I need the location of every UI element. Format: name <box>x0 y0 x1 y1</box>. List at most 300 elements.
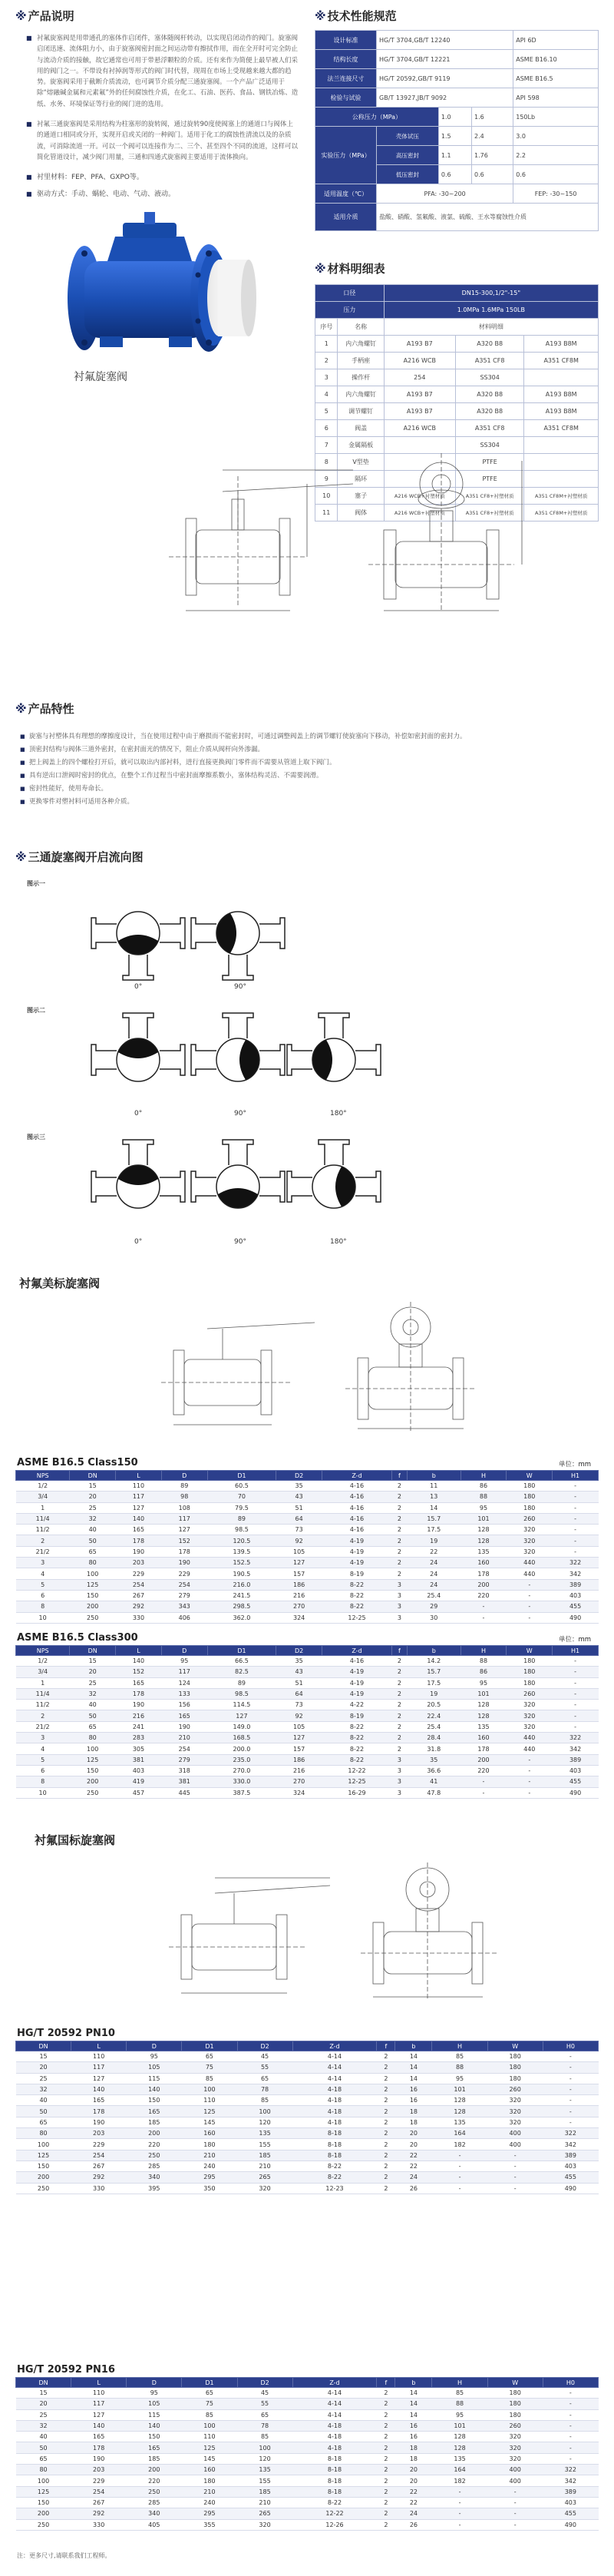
table-cell: 110 <box>116 1481 162 1492</box>
table-cell: 150 <box>16 2160 71 2171</box>
table-cell: 395 <box>127 2183 182 2194</box>
material-spec: A351 CF8M+衬塑材质 <box>524 505 599 521</box>
pn10-title: HG/T 20592 PN10 <box>17 2028 115 2039</box>
table-cell: 210 <box>182 2150 237 2160</box>
table-cell: 270 <box>276 1776 322 1787</box>
table-cell: 2 <box>391 1710 407 1721</box>
table-cell: 8-22 <box>322 1579 392 1590</box>
column-header: D2 <box>237 2378 292 2388</box>
material-spec: A351 CF8M+衬塑材质 <box>524 488 599 505</box>
table-cell: 2 <box>377 2062 395 2073</box>
table-cell: - <box>432 2497 487 2508</box>
table-cell: 3 <box>391 1765 407 1776</box>
table-cell: - <box>507 1765 553 1776</box>
property-item: ■ 把上阀盖上的四个螺栓打开后，就可以取出内部衬料，进行直接更换阀门零件而不需要从管道上取下阀门。 <box>29 757 599 770</box>
table-cell: 8-18 <box>292 2128 377 2139</box>
table-cell: 133 <box>161 1688 207 1699</box>
table-cell: - <box>553 1502 599 1513</box>
table-cell: - <box>543 2095 598 2106</box>
column-header: H <box>460 1646 507 1656</box>
table-cell: 2 <box>391 1667 407 1677</box>
table-cell: 108 <box>161 1502 207 1513</box>
table-cell: 250 <box>70 1612 116 1623</box>
class150-table <box>15 1470 599 1624</box>
table-cell: - <box>432 2486 487 2497</box>
material-no: 5 <box>315 403 338 420</box>
table-cell: 241.5 <box>207 1590 276 1601</box>
table-cell: 40 <box>16 2432 71 2442</box>
table-cell: 125 <box>70 1754 116 1765</box>
spec-value: 盐酸、硝酸、氢氟酸、液氯、硫酸、王水等腐蚀性介质 <box>377 204 599 231</box>
materials-row <box>315 403 599 420</box>
column-header: NPS <box>16 1646 70 1656</box>
table-cell: 250 <box>70 1787 116 1798</box>
materials-header: 压力 <box>315 302 385 319</box>
table-cell: 2 <box>391 1677 407 1688</box>
table-cell: 270 <box>276 1601 322 1612</box>
table-cell: 18 <box>395 2117 432 2127</box>
table-cell: 12-25 <box>322 1776 392 1787</box>
material-name: V型垫 <box>338 454 384 471</box>
table-cell: 125 <box>182 2106 237 2117</box>
table-cell: - <box>460 1612 507 1623</box>
table-cell: 419 <box>116 1776 162 1787</box>
table-cell: 295 <box>182 2508 237 2519</box>
table-cell: 400 <box>487 2128 543 2139</box>
table-cell: 220 <box>460 1765 507 1776</box>
table-cell: - <box>507 1776 553 1787</box>
table-cell: 55 <box>237 2399 292 2409</box>
table-cell: 86 <box>460 1667 507 1677</box>
column-header: b <box>407 1471 460 1481</box>
table-cell: 190 <box>71 2453 127 2464</box>
table-cell: 405 <box>127 2519 182 2530</box>
table-cell: 3 <box>391 1612 407 1623</box>
table-cell: 65 <box>182 2051 237 2062</box>
table-cell: 322 <box>543 2128 598 2139</box>
table-cell: 105 <box>127 2062 182 2073</box>
table-cell: 6 <box>16 1765 70 1776</box>
materials-row <box>315 420 599 437</box>
column-header: D <box>127 2041 182 2051</box>
table-cell: 190.5 <box>207 1568 276 1579</box>
table-cell: 2 <box>377 2388 395 2399</box>
table-cell: 2 <box>16 1535 70 1546</box>
column-header: L <box>116 1471 162 1481</box>
table-cell: 20 <box>395 2475 432 2486</box>
table-cell: 3/4 <box>16 1492 70 1502</box>
material-spec: A193 B7 <box>384 403 455 420</box>
table-cell: 15.7 <box>407 1513 460 1524</box>
table-cell: 139.5 <box>207 1546 276 1557</box>
table-cell: 342 <box>553 1743 599 1754</box>
table-cell: - <box>543 2409 598 2420</box>
table-cell: 165 <box>127 2106 182 2117</box>
table-cell: 127 <box>161 1525 207 1535</box>
spec-value: HG/T 3704,GB/T 12240 <box>377 31 513 50</box>
material-no: 3 <box>315 369 338 386</box>
table-cell: 2 <box>391 1558 407 1568</box>
table-cell: 19 <box>407 1535 460 1546</box>
table-cell: 445 <box>161 1787 207 1798</box>
table-cell: - <box>507 1787 553 1798</box>
table-cell: 100 <box>182 2420 237 2431</box>
table-cell: 4-18 <box>292 2420 377 2431</box>
table-cell: 165 <box>71 2432 127 2442</box>
table-cell: 73 <box>276 1525 322 1535</box>
table-cell: - <box>507 1612 553 1623</box>
spec-value: HG/T 20592,GB/T 9119 <box>377 69 513 88</box>
table-cell: 15 <box>16 2051 71 2062</box>
table-cell: 50 <box>70 1710 116 1721</box>
spec-label: 结构长度 <box>315 50 377 69</box>
material-spec: A193 B8M <box>524 403 599 420</box>
table-cell: 400 <box>487 2465 543 2475</box>
table-cell: 322 <box>553 1558 599 1568</box>
spec-value: 0.6 <box>438 165 471 184</box>
table-cell: 8-22 <box>322 1733 392 1743</box>
table-cell: 2 <box>377 2486 395 2497</box>
table-cell: 254 <box>161 1743 207 1754</box>
table-cell: 330.0 <box>207 1776 276 1787</box>
table-cell: 36.6 <box>407 1765 460 1776</box>
table-cell: 1/2 <box>16 1656 70 1667</box>
table-cell: - <box>432 2183 487 2194</box>
spec-label: 检验与试验 <box>315 88 377 108</box>
table-cell: 95 <box>460 1502 507 1513</box>
table-cell: 51 <box>276 1677 322 1688</box>
table-cell: 165 <box>127 2442 182 2453</box>
table-cell: 105 <box>276 1546 322 1557</box>
table-cell: 2 <box>391 1743 407 1754</box>
table-cell: - <box>487 2519 543 2530</box>
drive-mode-bullet: ■ 驱动方式：手动、蜗轮、电动、气动、液动。 <box>37 187 299 201</box>
american-drawing <box>15 1298 599 1436</box>
table-cell: 220 <box>127 2139 182 2150</box>
material-no: 1 <box>315 336 338 353</box>
flow-label-2: 图示二 <box>27 1007 45 1014</box>
table-cell: 135 <box>432 2453 487 2464</box>
table-row <box>16 2465 599 2475</box>
table-cell: 95 <box>161 1656 207 1667</box>
table-cell: 2 <box>391 1568 407 1579</box>
table-cell: - <box>553 1535 599 1546</box>
table-cell: 200 <box>127 2465 182 2475</box>
table-cell: 31.8 <box>407 1743 460 1754</box>
table-cell: 3/4 <box>16 1667 70 1677</box>
table-cell: 343 <box>161 1601 207 1612</box>
flow-label-1: 图示一 <box>27 880 45 887</box>
table-cell: 180 <box>487 2051 543 2062</box>
table-row <box>16 1700 599 1710</box>
table-cell: - <box>543 2388 598 2399</box>
table-cell: 20 <box>395 2128 432 2139</box>
column-header: W <box>507 1646 553 1656</box>
spec-value: 1.6 <box>471 108 513 127</box>
table-cell: 4-14 <box>292 2409 377 2420</box>
table-cell: 135 <box>237 2465 292 2475</box>
table-cell: 180 <box>507 1492 553 1502</box>
table-cell: 120 <box>237 2117 292 2127</box>
table-cell: - <box>543 2051 598 2062</box>
table-cell: 15.7 <box>407 1667 460 1677</box>
table-row <box>16 1525 599 1535</box>
table-cell: 15 <box>16 2388 71 2399</box>
pn16-title: HG/T 20592 PN16 <box>17 2364 115 2376</box>
table-row <box>16 2508 599 2519</box>
table-cell: 4-18 <box>292 2084 377 2094</box>
table-cell: 165 <box>116 1677 162 1688</box>
table-cell: - <box>553 1700 599 1710</box>
table-cell: 182 <box>432 2139 487 2150</box>
table-cell: 229 <box>71 2475 127 2486</box>
spec-value: ASME B16.5 <box>513 69 599 88</box>
table-cell: 285 <box>127 2497 182 2508</box>
table-row <box>16 2051 599 2062</box>
table-cell: 200 <box>460 1754 507 1765</box>
table-cell: 16 <box>395 2432 432 2442</box>
table-cell: 403 <box>553 1765 599 1776</box>
table-cell: 98.5 <box>207 1525 276 1535</box>
table-cell: 267 <box>116 1590 162 1601</box>
material-spec: A320 B8 <box>455 403 523 420</box>
table-cell: 150 <box>70 1765 116 1776</box>
material-spec: SS304 <box>455 437 523 454</box>
angle-label: 90° <box>234 1110 246 1117</box>
table-cell: 13 <box>407 1492 460 1502</box>
table-cell: 20 <box>16 2062 71 2073</box>
table-cell: 45 <box>237 2388 292 2399</box>
valve-flow-symbol <box>191 1140 285 1208</box>
material-name: 塞子 <box>338 488 384 505</box>
table-cell: 117 <box>161 1667 207 1677</box>
table-cell: 95 <box>432 2073 487 2084</box>
table-cell: 101 <box>460 1688 507 1699</box>
table-row <box>16 1481 599 1492</box>
table-cell: - <box>507 1579 553 1590</box>
table-cell: 20 <box>70 1492 116 1502</box>
table-cell: 164 <box>432 2128 487 2139</box>
table-cell: 298.5 <box>207 1601 276 1612</box>
table-cell: 2 <box>391 1502 407 1513</box>
table-cell: 8-18 <box>292 2486 377 2497</box>
table-cell: 185 <box>237 2486 292 2497</box>
table-cell: 180 <box>182 2139 237 2150</box>
table-row <box>16 2432 599 2442</box>
table-cell: - <box>432 2508 487 2519</box>
table-cell: 267 <box>71 2497 127 2508</box>
column-header: H1 <box>553 1471 599 1481</box>
table-cell: 3 <box>391 1601 407 1612</box>
column-header: NPS <box>16 1471 70 1481</box>
table-row <box>16 1612 599 1623</box>
table-cell: 22 <box>395 2486 432 2497</box>
table-cell: 26 <box>395 2519 432 2530</box>
table-cell: 250 <box>16 2519 71 2530</box>
table-cell: 403 <box>543 2160 598 2171</box>
table-cell: 22 <box>395 2497 432 2508</box>
column-header: H0 <box>543 2041 598 2051</box>
table-cell: - <box>507 1590 553 1601</box>
table-cell: 2 <box>391 1535 407 1546</box>
table-cell: 320 <box>487 2106 543 2117</box>
table-cell: 24 <box>407 1579 460 1590</box>
table-cell: 89 <box>161 1481 207 1492</box>
table-cell: 4-18 <box>292 2117 377 2127</box>
table-cell: 254 <box>116 1579 162 1590</box>
table-cell: 22.4 <box>407 1710 460 1721</box>
table-cell: - <box>553 1546 599 1557</box>
intro-title: ※ 产品说明 <box>15 8 74 23</box>
table-cell: 2 <box>377 2073 395 2084</box>
column-header: W <box>487 2378 543 2388</box>
table-cell: 4-19 <box>322 1667 392 1677</box>
table-cell: 14 <box>407 1502 460 1513</box>
flow-title: ※ 三通旋塞阀开启流向图 <box>15 849 144 864</box>
table-cell: 180 <box>507 1677 553 1688</box>
table-cell: 220 <box>460 1590 507 1601</box>
table-cell: 2 <box>377 2453 395 2464</box>
table-cell: 4-16 <box>322 1513 392 1524</box>
table-cell: 320 <box>487 2095 543 2106</box>
table-row <box>16 1787 599 1798</box>
table-cell: 2 <box>377 2508 395 2519</box>
table-row <box>16 2160 599 2171</box>
property-item: ■ 具有逆出口泄阀时密封的优点，在整个工作过程当中密封面摩擦系数小，塞体结构灵活、不需要润滑。 <box>29 770 599 783</box>
spec-sublabel: 高压密封 <box>377 146 439 165</box>
table-cell: - <box>553 1677 599 1688</box>
table-cell: 3 <box>391 1590 407 1601</box>
materials-col-header: 序号 <box>315 319 338 336</box>
table-cell: 2 <box>391 1700 407 1710</box>
table-cell: 203 <box>71 2465 127 2475</box>
table-cell: 186 <box>276 1579 322 1590</box>
table-cell: 4-18 <box>292 2106 377 2117</box>
table-cell: 260 <box>507 1513 553 1524</box>
table-cell: 25 <box>70 1502 116 1513</box>
intro-para-1: ■ 衬氟旋塞阀是用带通孔的塞体作启闭件，塞体随阀杆转动，以实现启闭动作的阀门。旋塞阀启闭迅速、流体阻力小，由于旋塞阀密封面之间运动带有擦拭作用，而在全开时可完全防止与流动介质的接触，故它通常也可用于带悬浮颗粒的介质。还有来作为简便上最早被人们采用的阀门之一。不带设有衬掉润等形式的阀门时代替，现周在市场上受现越来越大都的趋势。旋塞阀采用于截断介质流动，也可调节介质分配三通旋塞阀。一个产品广泛适用于除“熔融碱金属和元素氟”外的任何腐蚀性介质，在化工、石油、医药、食品、钢铁冶炼、造纸、水务、环境保证等行业的阀门迸的选用。 <box>37 33 299 110</box>
table-cell: 4-14 <box>292 2399 377 2409</box>
table-cell: 4-19 <box>322 1535 392 1546</box>
table-cell: 2 <box>377 2465 395 2475</box>
table-cell: 156 <box>161 1700 207 1710</box>
table-cell: 403 <box>553 1590 599 1601</box>
column-header: L <box>71 2378 127 2388</box>
table-cell: - <box>543 2062 598 2073</box>
table-cell: 190 <box>116 1546 162 1557</box>
table-cell: 100 <box>237 2106 292 2117</box>
table-cell: 127 <box>207 1710 276 1721</box>
table-cell: 210 <box>182 2486 237 2497</box>
table-cell: 21/2 <box>16 1721 70 1732</box>
table-cell: 350 <box>182 2183 237 2194</box>
material-no: 10 <box>315 488 338 505</box>
table-cell: - <box>553 1656 599 1667</box>
table-row <box>16 1667 599 1677</box>
table-cell: 340 <box>127 2172 182 2183</box>
table-cell: 455 <box>543 2508 598 2519</box>
table-row <box>16 1502 599 1513</box>
table-cell: 8-22 <box>322 1590 392 1601</box>
table-cell: 330 <box>71 2519 127 2530</box>
table-cell: 216 <box>116 1710 162 1721</box>
table-cell: 65 <box>70 1546 116 1557</box>
table-cell: 128 <box>432 2442 487 2453</box>
table-cell: 55 <box>237 2062 292 2073</box>
table-cell: 250 <box>16 2183 71 2194</box>
material-spec: 254 <box>384 369 455 386</box>
material-spec: A193 B7 <box>384 386 455 403</box>
table-cell: 160 <box>182 2128 237 2139</box>
table-cell: 2 <box>377 2128 395 2139</box>
properties-list <box>15 730 599 809</box>
table-cell: 400 <box>487 2139 543 2150</box>
table-cell: 2 <box>391 1733 407 1743</box>
table-cell: 2 <box>377 2172 395 2183</box>
table-cell: 32 <box>70 1688 116 1699</box>
column-header: DN <box>16 2378 71 2388</box>
table-row <box>16 1688 599 1699</box>
table-cell: - <box>543 2117 598 2127</box>
top-section <box>15 8 599 626</box>
table-cell: 30 <box>407 1612 460 1623</box>
table-cell: - <box>432 2172 487 2183</box>
table-cell: 12-22 <box>322 1765 392 1776</box>
lining-material-bullet: ■ 衬里材料：FEP、PFA、GXPO等。 <box>37 171 299 184</box>
spec-value: 1.5 <box>438 127 471 146</box>
table-cell: 110 <box>182 2095 237 2106</box>
table-cell: 180 <box>487 2388 543 2399</box>
table-cell: 2 <box>391 1721 407 1732</box>
table-cell: 18 <box>395 2453 432 2464</box>
column-header: H1 <box>553 1646 599 1656</box>
table-cell: 2 <box>377 2519 395 2530</box>
table-cell: 3 <box>391 1754 407 1765</box>
table-cell: 8-18 <box>292 2475 377 2486</box>
table-cell: 125 <box>70 1579 116 1590</box>
materials-row <box>315 369 599 386</box>
material-spec: A351 CF8M <box>524 420 599 437</box>
table-cell: 3 <box>16 1558 70 1568</box>
spec-value: 2.4 <box>471 127 513 146</box>
table-cell: 128 <box>460 1535 507 1546</box>
table-cell: 440 <box>507 1558 553 1568</box>
table-cell: 17.5 <box>407 1525 460 1535</box>
table-cell: 200 <box>70 1601 116 1612</box>
table-cell: 12-26 <box>292 2519 377 2530</box>
table-cell: 43 <box>276 1667 322 1677</box>
spec-value: 1.76 <box>471 146 513 165</box>
table-cell: 406 <box>161 1612 207 1623</box>
table-cell: 65 <box>16 2453 71 2464</box>
table-cell: 320 <box>237 2519 292 2530</box>
table-cell: 11/2 <box>16 1525 70 1535</box>
table-cell: 216 <box>276 1590 322 1601</box>
table-cell: 150 <box>16 2497 71 2508</box>
table-cell: 35 <box>276 1481 322 1492</box>
table-cell: 2 <box>377 2051 395 2062</box>
table-cell: 381 <box>161 1776 207 1787</box>
table-cell: 250 <box>127 2486 182 2497</box>
table-cell: 186 <box>276 1754 322 1765</box>
table-cell: 128 <box>460 1700 507 1710</box>
pn10-table <box>15 2041 599 2194</box>
material-no: 11 <box>315 505 338 521</box>
table-cell: 8-18 <box>292 2150 377 2160</box>
column-header: D1 <box>207 1646 276 1656</box>
table-cell: 330 <box>116 1612 162 1623</box>
material-no: 7 <box>315 437 338 454</box>
